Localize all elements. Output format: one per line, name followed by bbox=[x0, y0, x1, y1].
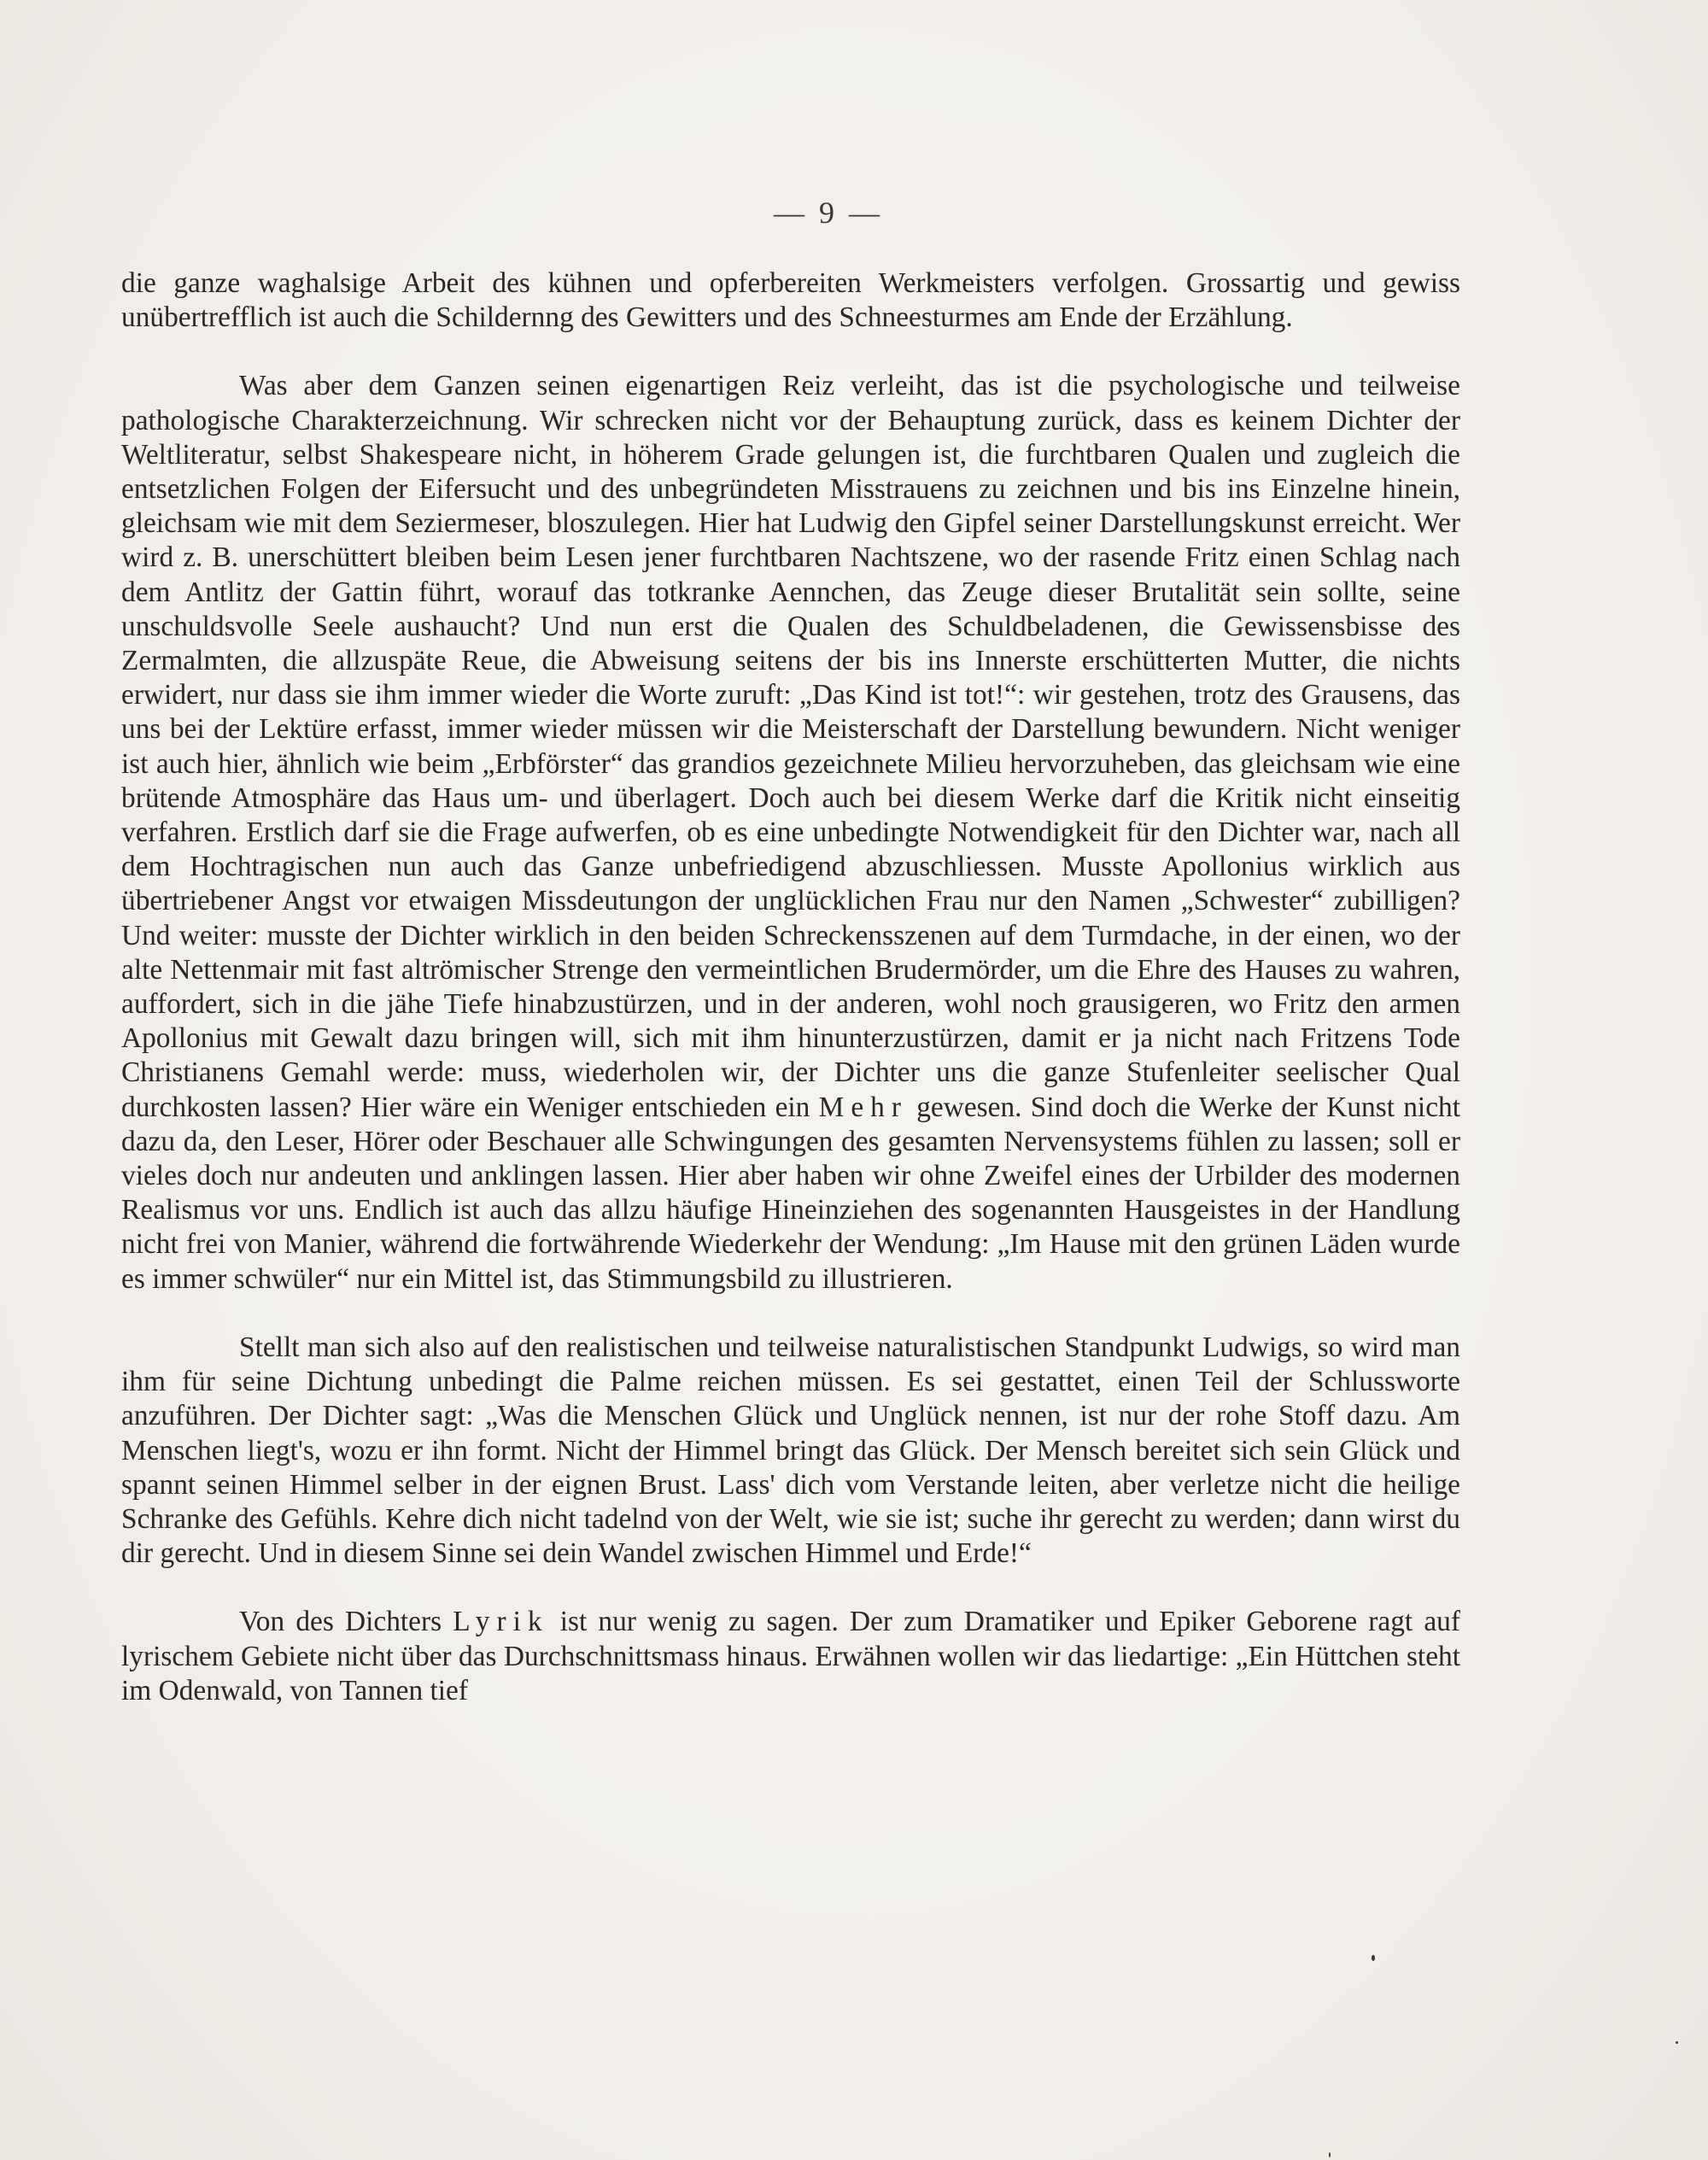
paragraph-text: Von des Dichters bbox=[239, 1606, 442, 1638]
paragraph-text: Was aber dem Ganzen seinen eigenartigen Reiz verleiht, das ist die psychologische und teilweise pathologische Charakterzeichnung. Wir schrecken nicht vor der Behauptung zurück, dass es keinem Dichter der Weltliteratur, selbst Shakespeare nicht, in höherem Grade gelungen ist, die furchtbaren Qualen und zugleich die entsetzlichen Folgen der Eifersucht und des unbegründeten Misstrauens zu zeichnen und bis ins Einzelne hinein, gleichsam wie mit dem Seziermeser, bloszulegen. Hier hat Ludwig den Gipfel seiner Darstellungskunst erreicht. Wer wird z. B. unerschüttert bleiben beim Lesen jener furchtbaren Nachtszene, wo der rasende Fritz einen Schlag nach dem Antlitz der Gattin führt, worauf das totkranke Aennchen, das Zeuge dieser Brutalität sein sollte, seine unschuldsvolle Seele aushaucht? Und nun erst die Qualen des Schuldbeladenen, die Gewissensbisse des Zermalmten, die allzuspäte Reue, die Abweisung seitens der bis ins Innerste erschütterten Mutter, die nichts erwidert, nur dass sie ihm immer wieder die Worte zuruft: „Das Kind ist tot!“: wir gestehen, trotz des Grausens, das uns bei der Lektüre erfasst, immer wieder müssen wir die Meisterschaft der Darstellung bewundern. Nicht weniger ist auch hier, ähnlich wie beim „Erbförster“ das grandios gezeichnete Milieu hervorzuheben, das gleichsam wie eine brütende Atmosphäre das Haus um- und überlagert. Doch auch bei diesem Werke darf die Kritik nicht einseitig verfahren. Erstlich darf sie die Frage aufwerfen, ob es eine unbedingte Notwendigkeit für den Dichter war, nach all dem Hochtragischen nun auch das Ganze unbefriedigend abzuschliessen. Musste Apollonius wirklich aus übertriebener Angst vor etwaigen Missdeutungon der unglücklichen Frau nur den Namen „Schwester“ zubilligen? Und weiter: musste der Dichter wirklich in den beiden Schreckensszenen auf dem Turmdache, in der einen, wo der alte Nettenmair mit fast altrömischer Strenge den vermeintlichen Brudermörder, um die Ehre des Hauses zu wahren, auffordert, sich in die jähe Tiefe hinabzustürzen, und in der anderen, wohl noch grausigeren, wo Fritz den armen Apollonius mit Gewalt dazu bringen will, sich mit ihm hinunterzustürzen, damit er ja nicht nach Fritzens Tode Christianens Gemahl werde: muss, wiederholen wir, der Dichter uns die ganze Stufenleiter seelischer Qual durchkosten lassen? Hier wäre ein Weniger entschieden ein bbox=[121, 370, 1460, 1123]
ink-speck bbox=[1676, 2041, 1678, 2044]
paragraph-continuation: die ganze waghalsige Arbeit des kühnen und opferbereiten Werkmeisters verfolgen. Grossartig und gewiss unübertrefflich ist auch die Schildernng des Gewitters und des Schneesturmes am Ende der Erzählung. bbox=[121, 267, 1460, 334]
paragraph-psychology bbox=[121, 369, 1460, 1296]
ink-speck bbox=[1372, 1955, 1375, 1961]
paragraph-text: ist nur wenig zu sagen. Der zum Dramatiker und Epiker Geborene ragt auf lyrischem Gebiete nicht über das Durchschnittsmass hinaus. Erwähnen wollen wir das liedartige: „Ein Hüttchen steht im Odenwald, von Tannen tief bbox=[121, 1606, 1461, 1706]
ink-speck bbox=[1329, 2152, 1331, 2157]
emphasized-word: Lyrik bbox=[453, 1606, 549, 1638]
emphasized-word: Mehr bbox=[818, 1091, 908, 1123]
page-number: — 9 — bbox=[774, 196, 883, 230]
body-text bbox=[121, 266, 1460, 1708]
paragraph-realism: Stellt man sich also auf den realistischen und teilweise naturalistischen Standpunkt Ludwigs, so wird man ihm für seine Dichtung unbedingt die Palme reichen müssen. Es sei gestattet, einen Teil der Schlussworte anzuführen. Der Dichter sagt: „Was die Menschen Glück und Unglück nennen, ist nur der rohe Stoff dazu. Am Menschen liegt's, wozu er ihn formt. Nicht der Himmel bringt das Glück. Der Mensch bereitet sich sein Glück und spannt seinen Himmel selber in der eignen Brust. Lass' dich vom Verstande leiten, aber verletze nicht die heilige Schranke des Gefühls. Kehre dich nicht tadelnd von der Welt, wie sie ist; suche ihr gerecht zu werden; dann wirst du dir gerecht. Und in diesem Sinne sei dein Wandel zwischen Himmel und Erde!“ bbox=[121, 1331, 1460, 1570]
paragraph-text: gewesen. Sind doch die Werke der Kunst nicht dazu da, den Leser, Hörer oder Beschauer alle Schwingungen des gesamten Nervensystems fühlen zu lassen; soll er vieles doch nur andeuten und anklingen lassen. Hier aber haben wir ohne Zweifel eines der Urbilder des modernen Realismus vor uns. Endlich ist auch das allzu häufige Hineinziehen des sogenannten Hausgeistes in der Handlung nicht frei von Manier, während die fortwährende Wiederkehr der Wendung: „Im Hause mit den grünen Läden wurde es immer schwüler“ nur ein Mittel ist, das Stimmungsbild zu illustrieren. bbox=[121, 1091, 1460, 1295]
paragraph-lyric bbox=[121, 1605, 1460, 1708]
